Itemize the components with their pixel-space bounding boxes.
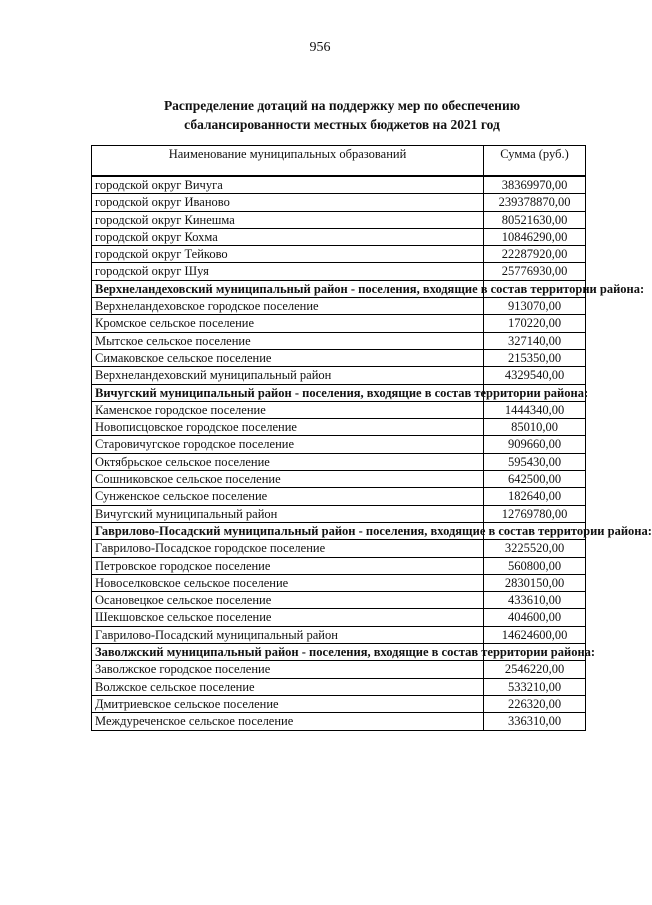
table-row bbox=[92, 453, 586, 470]
table-row bbox=[92, 211, 586, 228]
subsidy-distribution-table bbox=[91, 145, 652, 731]
municipality-name-cell: Новоселковское сельское поселение bbox=[92, 574, 484, 591]
table-row bbox=[92, 540, 586, 557]
group-header-row bbox=[92, 280, 586, 297]
table-row bbox=[92, 401, 586, 418]
amount-cell: 560800,00 bbox=[484, 557, 586, 574]
table-row bbox=[92, 349, 586, 366]
municipality-name-cell: Гаврилово-Посадское городское поселение bbox=[92, 540, 484, 557]
table-row bbox=[92, 436, 586, 453]
amount-cell: 3225520,00 bbox=[484, 540, 586, 557]
document-title bbox=[92, 96, 592, 134]
table-row bbox=[92, 695, 586, 712]
amount-cell: 913070,00 bbox=[484, 298, 586, 315]
amount-cell: 170220,00 bbox=[484, 315, 586, 332]
table-row bbox=[92, 678, 586, 695]
municipality-name-cell: Шекшовское сельское поселение bbox=[92, 609, 484, 626]
municipality-name-cell: Верхнеландеховский муниципальный район bbox=[92, 367, 484, 384]
municipality-name-cell: Октябрьское сельское поселение bbox=[92, 453, 484, 470]
group-header-row bbox=[92, 522, 586, 539]
amount-cell: 2830150,00 bbox=[484, 574, 586, 591]
amount-cell: 85010,00 bbox=[484, 419, 586, 436]
document-title-line-2: сбалансированности местных бюджетов на 2021 год bbox=[184, 117, 500, 132]
table-row bbox=[92, 176, 586, 194]
amount-cell: 404600,00 bbox=[484, 609, 586, 626]
municipality-name-cell: городской округ Вичуга bbox=[92, 176, 484, 194]
municipality-name-cell: Новописцовское городское поселение bbox=[92, 419, 484, 436]
column-header-name: Наименование муниципальных образований bbox=[92, 146, 484, 177]
municipality-name-cell: городской округ Тейково bbox=[92, 246, 484, 263]
municipality-name-cell: Волжское сельское поселение bbox=[92, 678, 484, 695]
amount-cell: 12769780,00 bbox=[484, 505, 586, 522]
amount-cell: 433610,00 bbox=[484, 592, 586, 609]
table-row bbox=[92, 488, 586, 505]
municipality-name-cell: Сунженское сельское поселение bbox=[92, 488, 484, 505]
table-row bbox=[92, 263, 586, 280]
municipality-name-cell: Кромское сельское поселение bbox=[92, 315, 484, 332]
table-row bbox=[92, 315, 586, 332]
table-row bbox=[92, 228, 586, 245]
municipality-name-cell: Симаковское сельское поселение bbox=[92, 349, 484, 366]
column-header-sum: Сумма (руб.) bbox=[484, 146, 586, 177]
group-name-cell: Верхнеландеховский муниципальный район - поселения, входящие в состав территории района: bbox=[92, 280, 484, 297]
amount-cell: 327140,00 bbox=[484, 332, 586, 349]
municipality-name-cell: Заволжское городское поселение bbox=[92, 661, 484, 678]
document-title-line-1: Распределение дотаций на поддержку мер по обеспечению bbox=[163, 98, 521, 113]
municipality-name-cell: Вичугский муниципальный район bbox=[92, 505, 484, 522]
municipality-name-cell: городской округ Иваново bbox=[92, 194, 484, 211]
amount-cell: 909660,00 bbox=[484, 436, 586, 453]
amount-cell: 336310,00 bbox=[484, 713, 586, 730]
municipality-name-cell: Каменское городское поселение bbox=[92, 401, 484, 418]
amount-cell: 2546220,00 bbox=[484, 661, 586, 678]
municipality-name-cell: Гаврилово-Посадский муниципальный район bbox=[92, 626, 484, 643]
municipality-name-cell: Старовичугское городское поселение bbox=[92, 436, 484, 453]
amount-cell: 22287920,00 bbox=[484, 246, 586, 263]
amount-cell: 4329540,00 bbox=[484, 367, 586, 384]
amount-cell: 239378870,00 bbox=[484, 194, 586, 211]
table-row bbox=[92, 194, 586, 211]
amount-cell: 25776930,00 bbox=[484, 263, 586, 280]
municipality-name-cell: городской округ Шуя bbox=[92, 263, 484, 280]
municipality-name-cell: Сошниковское сельское поселение bbox=[92, 471, 484, 488]
table-row bbox=[92, 713, 586, 730]
table-row bbox=[92, 592, 586, 609]
table-row bbox=[92, 505, 586, 522]
table-row bbox=[92, 367, 586, 384]
amount-cell: 1444340,00 bbox=[484, 401, 586, 418]
group-header-row bbox=[92, 644, 586, 661]
table-row bbox=[92, 246, 586, 263]
municipality-name-cell: городской округ Кинешма bbox=[92, 211, 484, 228]
table-row bbox=[92, 298, 586, 315]
group-name-cell: Вичугский муниципальный район - поселения, входящие в состав территории района: bbox=[92, 384, 484, 401]
table-row bbox=[92, 609, 586, 626]
group-name-cell: Заволжский муниципальный район - поселения, входящие в состав территории района: bbox=[92, 644, 484, 661]
municipality-name-cell: Петровское городское поселение bbox=[92, 557, 484, 574]
municipality-name-cell: Дмитриевское сельское поселение bbox=[92, 695, 484, 712]
amount-cell: 642500,00 bbox=[484, 471, 586, 488]
table-header-row bbox=[92, 146, 586, 177]
table-row bbox=[92, 471, 586, 488]
municipality-name-cell: Верхнеландеховское городское поселение bbox=[92, 298, 484, 315]
group-name-cell: Гаврилово-Посадский муниципальный район - поселения, входящие в состав территории района: bbox=[92, 522, 484, 539]
page-number: 956 bbox=[309, 40, 331, 55]
municipality-name-cell: Мытское сельское поселение bbox=[92, 332, 484, 349]
amount-cell: 215350,00 bbox=[484, 349, 586, 366]
amount-cell: 10846290,00 bbox=[484, 228, 586, 245]
amount-cell: 533210,00 bbox=[484, 678, 586, 695]
table-row bbox=[92, 574, 586, 591]
amount-cell: 80521630,00 bbox=[484, 211, 586, 228]
amount-cell: 14624600,00 bbox=[484, 626, 586, 643]
amount-cell: 595430,00 bbox=[484, 453, 586, 470]
amount-cell: 182640,00 bbox=[484, 488, 586, 505]
table-row bbox=[92, 332, 586, 349]
table-row bbox=[92, 419, 586, 436]
table-body bbox=[92, 176, 652, 730]
table-row bbox=[92, 626, 586, 643]
table-row bbox=[92, 557, 586, 574]
amount-cell: 226320,00 bbox=[484, 695, 586, 712]
group-header-row bbox=[92, 384, 586, 401]
municipality-name-cell: Осановецкое сельское поселение bbox=[92, 592, 484, 609]
amount-cell: 38369970,00 bbox=[484, 176, 586, 194]
municipality-name-cell: городской округ Кохма bbox=[92, 228, 484, 245]
table-row bbox=[92, 661, 586, 678]
municipality-name-cell: Междуреченское сельское поселение bbox=[92, 713, 484, 730]
